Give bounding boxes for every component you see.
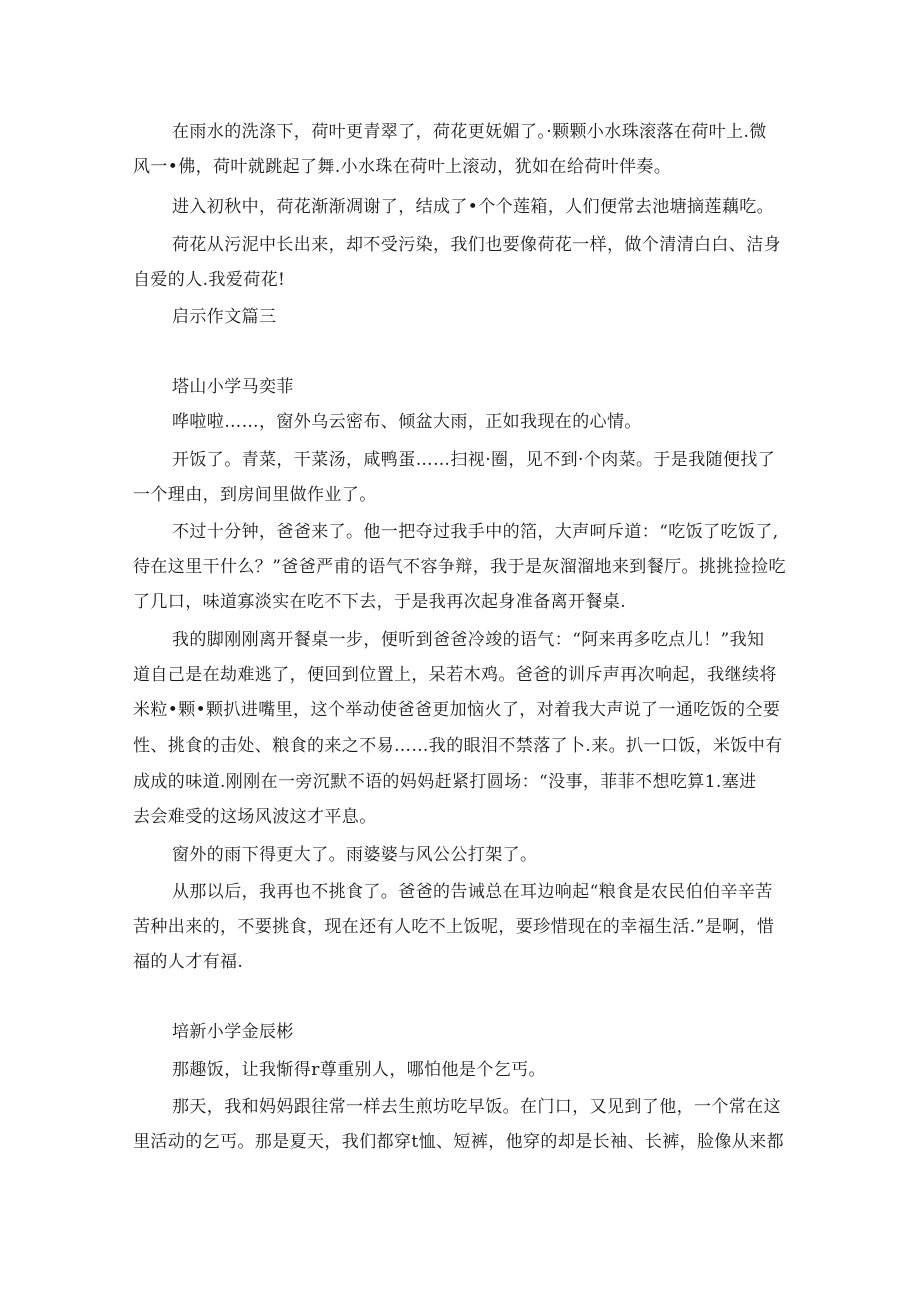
- paragraph-line: 窗外的雨下得更大了。雨婆婆与风公公打架了。: [172, 845, 538, 865]
- paragraph-line: 去会难受的这场风波这才平息。: [133, 807, 377, 827]
- paragraph-line: 开饭了。青菜，干菜汤，咸鸭蛋……扫视·圈，见不到·个肉菜。于是我随便找了: [172, 450, 776, 470]
- paragraph-line: 那趣饭，让我惭得r尊重别人，哪怕他是个乞丐。: [172, 1060, 546, 1080]
- essay-author: 培新小学金辰彬: [172, 1022, 294, 1042]
- paragraph-line: 米粒•颗•颗扒进嘴里，这个举动使爸爸更加恼火了，对着我大声说了一通吃饭的仝要: [133, 700, 781, 720]
- paragraph-line: 里活动的乞丐。那是夏天，我们都穿t恤、短裤，他穿的却是长袖、长裤，脸像从来都: [133, 1132, 785, 1152]
- paragraph-line: 从那以后，我再也不挑食了。爸爸的告诫总在耳边响起“粮食是农民伯伯辛辛苦: [172, 882, 773, 902]
- paragraph-line: 道自己是在劫难逃了，便回到位置上，呆若木鸡。爸爸的训斥声再次响起，我继续将: [133, 665, 777, 685]
- paragraph-line: 我的脚刚刚离开餐桌一步，便听到爸爸冷竣的语气：“阿来再多吃点儿！”我知: [172, 630, 765, 650]
- paragraph-line: 那天，我和妈妈跟往常一样去生煎坊吃早饭。在门口，又见到了他，一个常在这: [172, 1097, 781, 1117]
- paragraph-line: 哗啦啦……，窗外乌云密布、倾盆大雨，正如我现在的心情。: [172, 412, 642, 432]
- section-heading: 启示作文篇三: [172, 307, 277, 327]
- paragraph-line: 了几口，味道寡淡实在吃不下去，于是我再次起身准备离开餐桌.: [133, 592, 627, 612]
- paragraph-line: 风一•佛，荷叶就跳起了舞.小水珠在荷叶上滚动，犹如在给荷叶伴奏。: [133, 157, 672, 177]
- essay-author: 塔山小学马奕菲: [172, 377, 294, 397]
- paragraph-line: 待在这里干什么？”爸爸严甫的语气不容争辩，我于是灰溜溜地来到餐厅。挑挑捡捡吃: [133, 557, 786, 577]
- paragraph-line: 一个理由，到房间里做作业了。: [133, 485, 377, 505]
- paragraph-line: 进入初秋中，荷花渐渐凋谢了，结成了•个个莲箱，人们便常去池塘摘莲藕吃。: [172, 197, 775, 217]
- paragraph-line: 自爱的人.我爱荷花!: [133, 270, 286, 290]
- paragraph-line: 在雨水的洗涤下，荷叶更青翠了，荷花更妩媚了。·颗颗小水珠滚落在荷叶上.微: [172, 122, 767, 142]
- paragraph-line: 荷花从污泥中长出来，却不受污染，我们也要像荷花一样，做个清清白白、洁身: [172, 235, 781, 255]
- paragraph-line: 福的人才有福.: [133, 952, 244, 972]
- paragraph-line: 成成的味道.刚刚在一旁沉默不语的妈妈赶紧打圆场：“没事，菲菲不想吃算1.塞进: [133, 772, 757, 792]
- paragraph-line: 不过十分钟，爸爸来了。他一把夺过我手中的箔，大声呵斥道：“吃饭了吃饭了,: [172, 522, 779, 542]
- paragraph-line: 苦种出来的，不要挑食，现在还有人吃不上饭呢，要珍惜现在的幸福生活.”是啊，惜: [133, 917, 775, 937]
- paragraph-line: 性、挑食的击处、粮食的来之不易……我的眼泪不禁落了卜.来。扒一口饭，米饭中有: [133, 736, 783, 756]
